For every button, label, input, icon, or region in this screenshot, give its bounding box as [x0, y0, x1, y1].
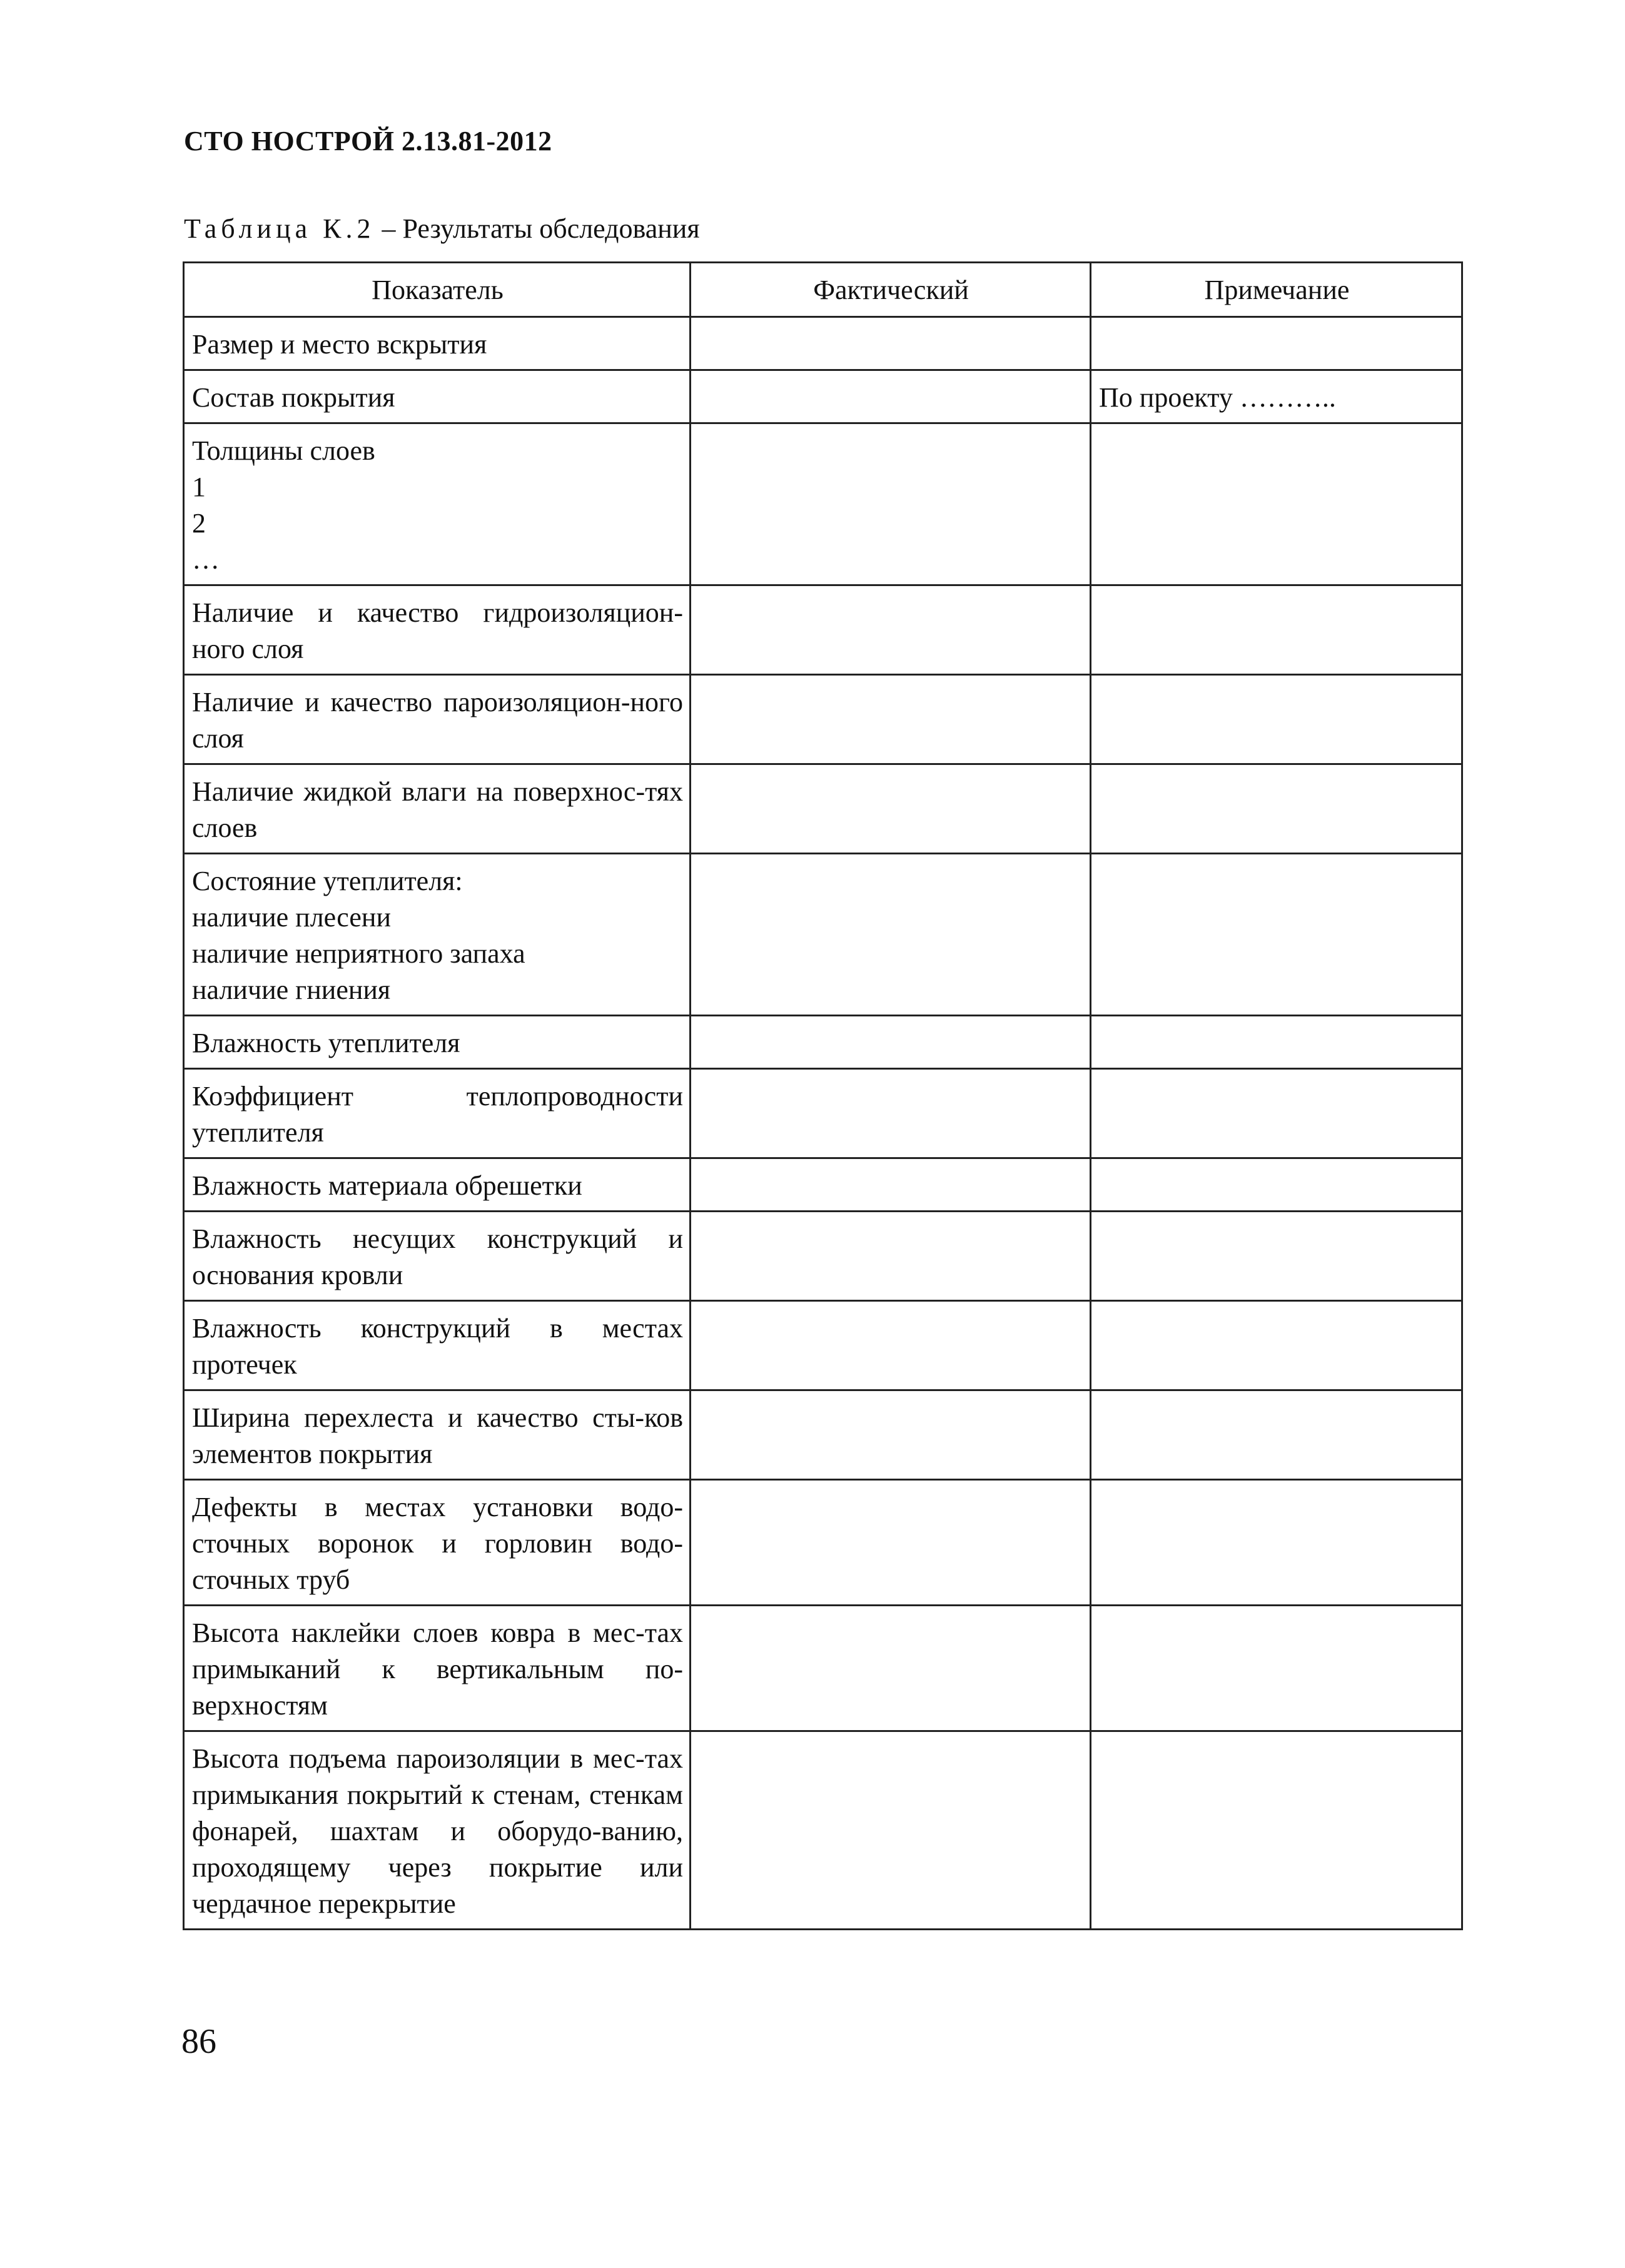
indicator-cell: [184, 675, 691, 764]
note-cell: [1091, 1606, 1462, 1731]
actual-value-cell: [691, 1069, 1091, 1158]
indicator-cell: [184, 1480, 691, 1606]
indicator-text: Размер и место вскрытия: [192, 329, 487, 360]
indicator-text: Наличие жидкой влаги на поверхнос-тях слоев: [192, 776, 683, 843]
indicator-cell: [184, 1212, 691, 1301]
note-cell: [1091, 423, 1462, 585]
indicator-cell: [184, 1158, 691, 1212]
indicator-text: Ширина перехлеста и качество сты-ков элементов покрытия: [192, 1402, 683, 1469]
column-header-indicator: Показатель: [184, 263, 691, 317]
note-cell: [1091, 1158, 1462, 1212]
indicator-text: Наличие и качество гидроизоляцион-ного слоя: [192, 597, 683, 664]
table-row: [184, 1301, 1462, 1390]
indicator-text: Коэффициент теплопроводности утеплителя: [192, 1081, 683, 1148]
indicator-cell: [184, 764, 691, 854]
indicator-text: Состав покрытия: [192, 382, 395, 413]
actual-value-cell: [691, 764, 1091, 854]
indicator-text: Высота подъема пароизоляции в мес-тах примыкания покрытий к стенам, стенкам фонарей, шахтам и оборудо-ванию, проходящему через покрытие или чердачное перекрытие: [192, 1743, 683, 1919]
table-row: [184, 370, 1462, 423]
note-cell: [1091, 1480, 1462, 1606]
indicator-cell: [184, 1731, 691, 1930]
results-table: [183, 261, 1463, 1930]
note-cell: [1091, 1069, 1462, 1158]
indicator-text: 1: [192, 472, 206, 502]
actual-value-cell: [691, 1016, 1091, 1069]
table-row: [184, 854, 1462, 1016]
actual-value-cell: [691, 370, 1091, 423]
note-cell: [1091, 1212, 1462, 1301]
indicator-text: …: [192, 544, 220, 575]
table-caption: [184, 213, 700, 245]
actual-value-cell: [691, 675, 1091, 764]
indicator-text: наличие плесени: [192, 902, 391, 933]
note-cell: [1091, 1390, 1462, 1480]
actual-value-cell: [691, 1212, 1091, 1301]
indicator-text: наличие гниения: [192, 975, 391, 1005]
page-number: 86: [181, 2022, 216, 2061]
note-cell: [1091, 854, 1462, 1016]
indicator-cell: [184, 1390, 691, 1480]
table-row: [184, 1212, 1462, 1301]
note-cell: [1091, 1301, 1462, 1390]
indicator-text: Влажность материала обрешетки: [192, 1170, 582, 1201]
table-row: [184, 1390, 1462, 1480]
indicator-text: 2: [192, 508, 206, 539]
note-cell: По проекту ………..: [1091, 370, 1462, 423]
table-row: [184, 585, 1462, 675]
indicator-text: Состояние утеплителя:: [192, 866, 463, 896]
indicator-text: наличие неприятного запаха: [192, 938, 525, 969]
note-cell: [1091, 764, 1462, 854]
indicator-text: Наличие и качество пароизоляцион-ного слоя: [192, 687, 683, 754]
actual-value-cell: [691, 1390, 1091, 1480]
table-caption-dash: –: [375, 213, 403, 244]
indicator-text: Влажность утеплителя: [192, 1028, 460, 1058]
table-row: [184, 423, 1462, 585]
note-cell: [1091, 675, 1462, 764]
column-header-note: Примечание: [1091, 263, 1462, 317]
table-header-row: [184, 263, 1462, 317]
indicator-cell: [184, 423, 691, 585]
actual-value-cell: [691, 1731, 1091, 1930]
indicator-cell: [184, 585, 691, 675]
note-cell: [1091, 1016, 1462, 1069]
indicator-cell: [184, 317, 691, 370]
table-row: [184, 1016, 1462, 1069]
indicator-cell: [184, 854, 691, 1016]
table-row: [184, 1480, 1462, 1606]
indicator-text: Толщины слоев: [192, 435, 375, 466]
note-cell: [1091, 585, 1462, 675]
actual-value-cell: [691, 1480, 1091, 1606]
indicator-text: Влажность конструкций в местах протечек: [192, 1313, 683, 1380]
actual-value-cell: [691, 585, 1091, 675]
table-caption-label: Таблица К.2: [184, 213, 375, 244]
actual-value-cell: [691, 317, 1091, 370]
indicator-text: Высота наклейки слоев ковра в мес-тах примыканий к вертикальным по-верхностям: [192, 1617, 683, 1721]
indicator-cell: [184, 1301, 691, 1390]
actual-value-cell: [691, 854, 1091, 1016]
actual-value-cell: [691, 423, 1091, 585]
column-header-actual: Фактический: [691, 263, 1091, 317]
table-row: [184, 1069, 1462, 1158]
table-row: [184, 317, 1462, 370]
table-row: [184, 1731, 1462, 1930]
actual-value-cell: [691, 1301, 1091, 1390]
table-row: [184, 1158, 1462, 1212]
table-row: [184, 764, 1462, 854]
indicator-cell: [184, 370, 691, 423]
note-cell: [1091, 1731, 1462, 1930]
indicator-cell: [184, 1069, 691, 1158]
actual-value-cell: [691, 1606, 1091, 1731]
note-cell: [1091, 317, 1462, 370]
actual-value-cell: [691, 1158, 1091, 1212]
indicator-cell: [184, 1606, 691, 1731]
table-row: [184, 675, 1462, 764]
indicator-text: Дефекты в местах установки водо-сточных воронок и горловин водо-сточных труб: [192, 1492, 683, 1595]
table-caption-title: Результаты обследования: [402, 213, 700, 244]
table-body: [184, 317, 1462, 1930]
indicator-text: Влажность несущих конструкций и основания кровли: [192, 1223, 683, 1290]
table-row: [184, 1606, 1462, 1731]
document-header: СТО НОСТРОЙ 2.13.81-2012: [184, 126, 552, 156]
indicator-cell: [184, 1016, 691, 1069]
